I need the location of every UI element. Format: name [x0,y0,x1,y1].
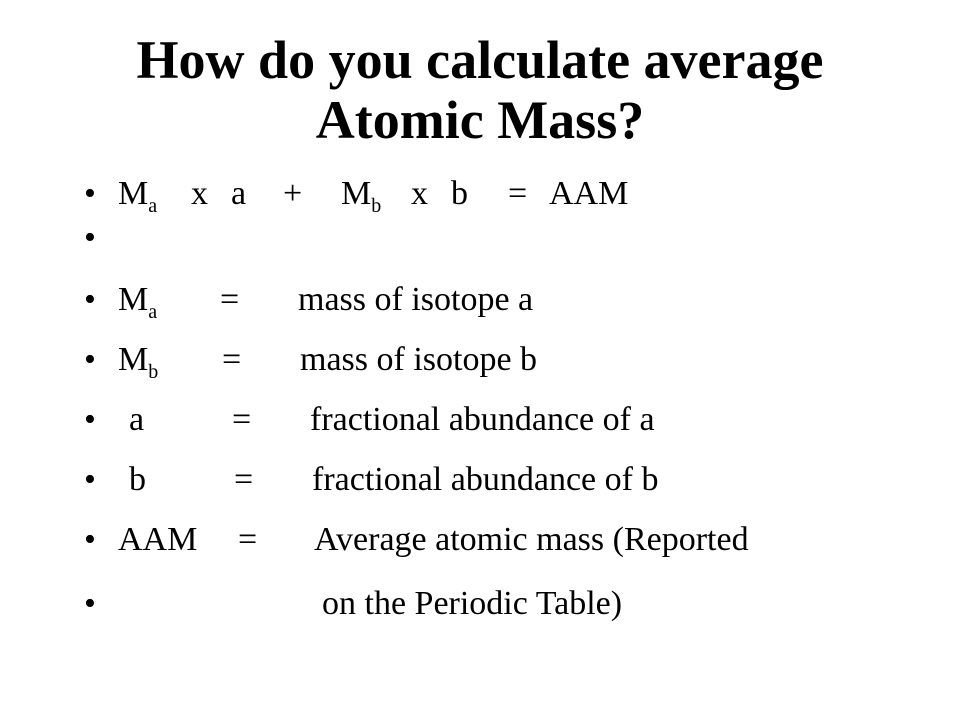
title-line-2: Atomic Mass? [315,90,645,150]
formula-bullet [0,172,960,216]
bullet-dot: • [84,175,96,212]
term-symbol: M [118,341,149,378]
definition-equals: = [234,461,254,498]
definition-desc: Average atomic mass (Reported [314,521,749,558]
formula-plus: + [283,175,303,212]
formula-m2-symbol: M [341,175,372,212]
bullet-dot: • [84,341,96,378]
term-subscript: b [148,361,159,383]
bullet-dot: • [84,219,96,256]
formula-times-1: x [191,175,208,212]
definition-desc: mass of isotope a [298,281,534,318]
formula-aam: AAM [549,175,629,212]
definition-bullet [0,278,960,322]
formula-mass-a [118,172,157,216]
bullet-dot: • [84,461,96,498]
definition-term [118,338,158,382]
definition-equals: = [232,401,252,438]
empty-bullet [0,216,960,260]
formula-sub-a: a [148,195,158,217]
definition-term: a [129,401,145,438]
definition-desc: fractional abundance of b [312,461,659,498]
formula-m-symbol: M [118,175,149,212]
definition-equals: = [238,521,258,558]
formula-a: a [231,175,247,212]
term-symbol: M [118,281,149,318]
definition-term [118,278,157,322]
formula-mass-b [341,172,381,216]
bullet-dot: • [84,585,96,622]
definition-bullet [0,518,960,562]
formula-equals: = [508,175,528,212]
definition-desc: mass of isotope b [300,341,538,378]
definition-equals: = [220,281,240,318]
title-line-1: How do you calculate average [136,30,824,90]
term-subscript: a [148,301,158,323]
formula-sub-b: b [371,195,382,217]
definition-bullet [0,458,960,502]
definition-term: AAM [118,521,198,558]
bullet-dot: • [84,401,96,438]
definition-bullet [0,398,960,442]
definition-desc: fractional abundance of a [310,401,655,438]
definition-term: b [129,461,146,498]
continuation-bullet [0,582,960,626]
bullet-dot: • [84,281,96,318]
continuation-text: on the Periodic Table) [322,585,623,622]
bullet-dot: • [84,521,96,558]
formula-b: b [451,175,468,212]
definition-equals: = [222,341,242,378]
definition-bullet [0,338,960,382]
formula-times-2: x [411,175,428,212]
